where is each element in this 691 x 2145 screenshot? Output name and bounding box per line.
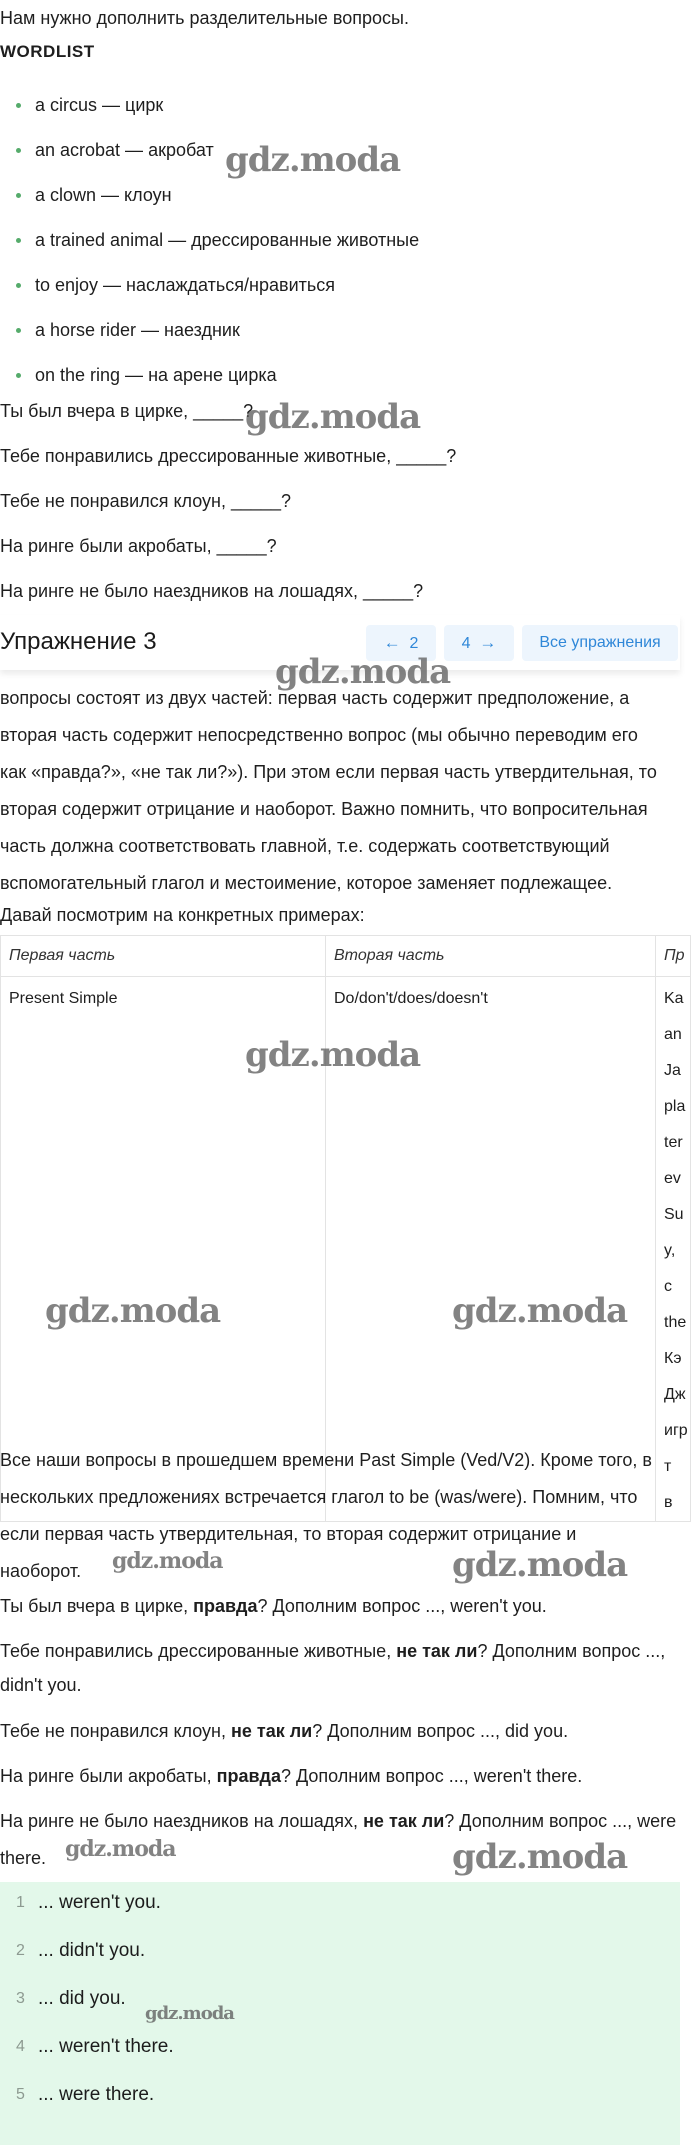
list-item: to enjoy — наслаждаться/нравиться (0, 272, 600, 298)
watermark: gdz.moda (452, 1545, 628, 1585)
table-cell: Do/don't/does/doesn't (326, 977, 656, 1522)
answer-item: 5 ... were there. (16, 2084, 155, 2105)
explained-question: Ты был вчера в цирке, правда? Дополним вопрос ..., weren't you. (0, 1596, 547, 1616)
past-simple-note: Все наши вопросы в прошедшем времени Past Simple (Ved/V2). Кроме того, в нескольких предложениях встречается глагол to be (was/were). Помним, что если первая часть утвердительная, то вторая содержит отрицание и наоборот. (0, 1450, 652, 1581)
question-2: Тебе понравились дрессированные животные, _____? (0, 446, 457, 466)
wordlist-title: WORDLIST (0, 42, 95, 61)
watermark: gdz.moda (245, 1035, 421, 1075)
next-exercise-button[interactable]: 4 → (444, 625, 514, 661)
table-cell: Ka an Ja pla ter ev Su y, c the Кэ Дж игр т в (656, 977, 691, 1522)
prev-exercise-button[interactable]: ← 2 (366, 625, 436, 661)
watermark: gdz.moda (45, 1291, 221, 1331)
answer-item: 4 ... weren't there. (16, 2036, 174, 2057)
watermark: gdz.moda (245, 397, 421, 437)
bullet-icon (16, 193, 21, 198)
watermark: gdz.moda (275, 652, 451, 692)
grammar-table (0, 935, 691, 1522)
watermark: gdz.moda (65, 1836, 176, 1862)
list-item: a clown — клоун (0, 182, 600, 208)
explained-question: Тебе понравились дрессированные животные, не так ли? Дополним вопрос ..., (0, 1641, 666, 1661)
intro-text: Нам нужно дополнить разделительные вопросы. (0, 8, 409, 28)
bullet-icon (16, 238, 21, 243)
answers-panel (0, 1882, 680, 2145)
explained-question: Тебе не понравился клоун, не так ли? Дополним вопрос ..., did you. (0, 1721, 569, 1741)
table-header: Вторая часть (326, 936, 656, 977)
arrow-left-icon: ← (383, 633, 401, 652)
bullet-icon (16, 283, 21, 288)
table-cell: Present Simple (1, 977, 326, 1522)
question-1: Ты был вчера в цирке, _____? (0, 401, 254, 421)
watermark: gdz.moda (112, 1548, 223, 1574)
answer-item: 2 ... didn't you. (16, 1940, 146, 1961)
list-item: an acrobat — акробат (0, 137, 600, 163)
lead-text: Давай посмотрим на конкретных примерах: (0, 905, 365, 925)
bullet-icon (16, 373, 21, 378)
watermark: gdz.moda (225, 140, 401, 180)
exercise-title: Упражнение 3 (0, 628, 157, 655)
answer-item: 1 ... weren't you. (16, 1892, 161, 1913)
bullet-icon (16, 103, 21, 108)
list-item: on the ring — на арене цирка (0, 362, 600, 388)
table-header: Первая часть (1, 936, 326, 977)
bullet-icon (16, 328, 21, 333)
explained-question-cont: there. (0, 1848, 47, 1868)
all-exercises-button[interactable]: Все упражнения (522, 625, 678, 661)
list-item: a horse rider — наездник (0, 317, 600, 343)
question-3: Тебе не понравился клоун, _____? (0, 491, 292, 511)
explanation-paragraph: вопросы состоят из двух частей: первая часть содержит предположение, а вторая часть содержит непосредственно вопрос (мы обычно переводим его как «правда?», «не так ли?»). При этом если первая часть утвердительная, то вторая содержит отрицание и наоборот. Важно помнить, что вопросительная часть должна соответствовать главной, т.е. содержать соответствующий вспомогательный глагол и местоимение, которое заменяет подлежащее. (0, 688, 657, 893)
explained-question: На ринге были акробаты, правда? Дополним вопрос ..., weren't there. (0, 1766, 583, 1786)
question-5: На ринге не было наездников на лошадях, _____? (0, 581, 424, 601)
watermark: gdz.moda (452, 1291, 628, 1331)
bullet-icon (16, 148, 21, 153)
question-4: На ринге были акробаты, _____? (0, 536, 277, 556)
answer-item: 3 ... did you. (16, 1988, 126, 2009)
table-header: Пр (656, 936, 691, 977)
table-header-row (1, 936, 691, 977)
explained-question-cont: didn't you. (0, 1675, 82, 1695)
watermark: gdz.moda (145, 2003, 234, 2024)
watermark: gdz.moda (452, 1837, 628, 1877)
arrow-right-icon: → (479, 633, 497, 652)
explained-question: На ринге не было наездников на лошадях, не так ли? Дополним вопрос ..., were (0, 1811, 677, 1831)
list-item: a circus — цирк (0, 92, 600, 118)
list-item: a trained animal — дрессированные животные (0, 227, 600, 253)
